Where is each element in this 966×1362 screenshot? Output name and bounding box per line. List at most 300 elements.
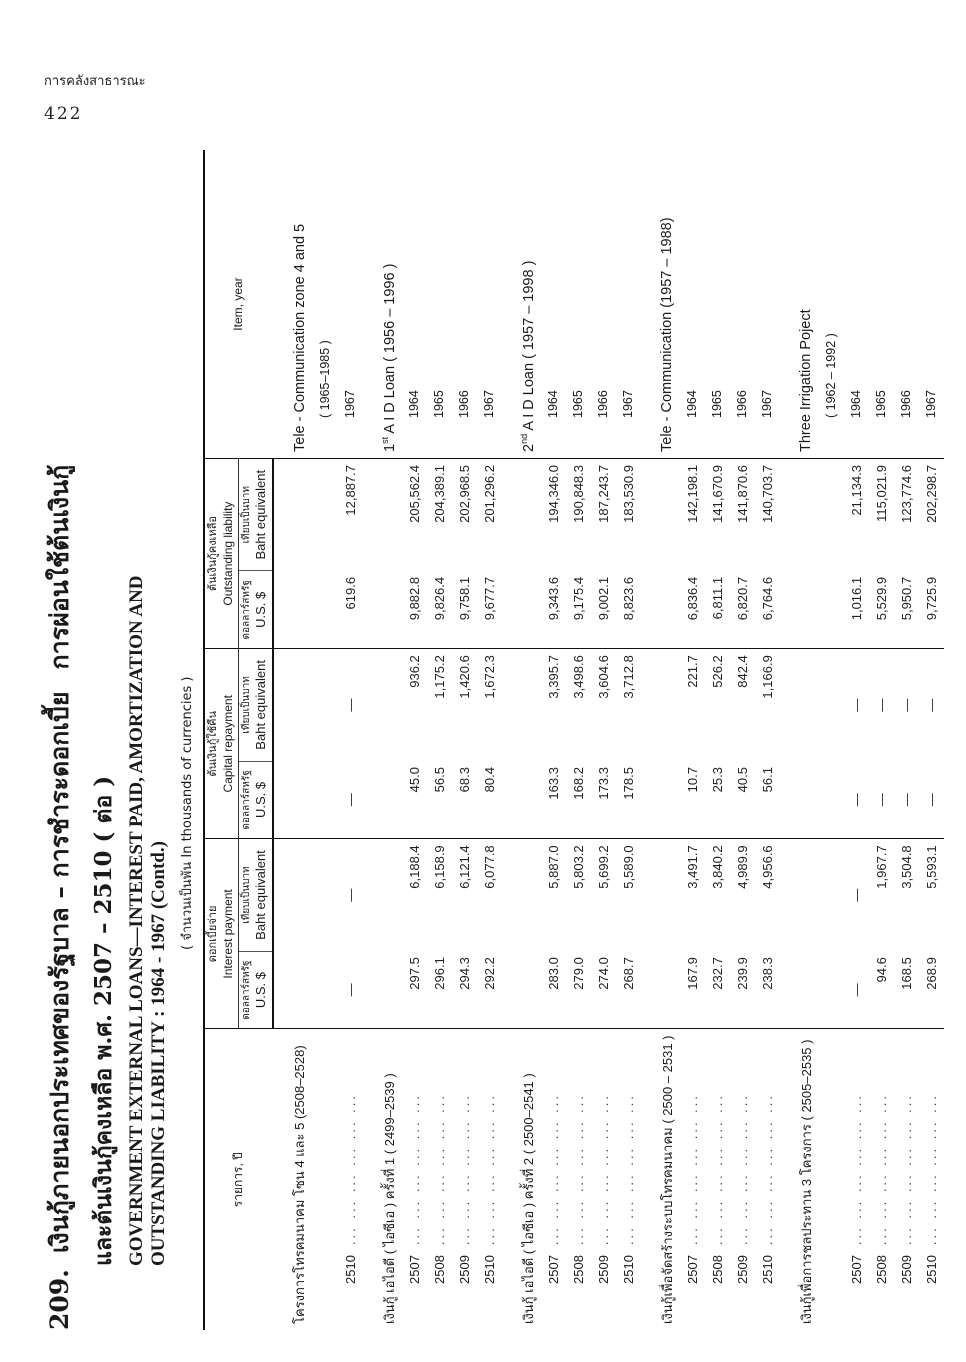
item-english <box>313 150 338 459</box>
table-row <box>894 150 919 1330</box>
cell-capital-baht: 3,712.8 <box>620 655 636 699</box>
cell-capital-usd: 68.3 <box>452 761 477 839</box>
cell-capital-baht: — <box>848 698 864 712</box>
table-row <box>477 150 502 1330</box>
cell-outstanding-usd: 9,677.7 <box>477 571 502 649</box>
cell-capital-usd <box>363 761 402 839</box>
item-thai-text: 2510 <box>342 1255 358 1284</box>
cell-interest-baht: — <box>848 888 864 902</box>
year-english <box>402 150 427 459</box>
header-capital-baht <box>238 649 272 761</box>
cell-interest-baht <box>363 839 402 951</box>
year-thai <box>616 1029 641 1330</box>
cell-capital-usd <box>502 761 541 839</box>
cell-capital-usd: 173.3 <box>591 761 616 839</box>
item-english-text: ( 1965–1985 ) <box>318 340 332 418</box>
year-english <box>755 150 780 459</box>
cell-capital-usd <box>780 761 819 839</box>
cell-outstanding-usd <box>313 571 338 649</box>
sub-usd-en: U.S. $ <box>253 972 269 1009</box>
running-head: การคลังสาธารณะ <box>44 74 146 89</box>
cell-capital-baht: 842.4 <box>734 655 750 688</box>
ordinal-number: 1 <box>381 443 398 452</box>
cell-interest-usd <box>780 951 819 1029</box>
loan-period-row <box>313 150 338 1330</box>
item-english-text: 1966 <box>735 390 749 418</box>
leader-dots: ... ... ... ... ... ... <box>406 1093 422 1246</box>
header-item-english: Item, year <box>204 150 273 459</box>
cell-interest-usd <box>313 951 338 1029</box>
leader-dots: ... ... ... ... ... ... <box>431 1093 447 1246</box>
leader-dots: ... ... ... ... ... ... <box>873 1093 889 1246</box>
item-thai-text: 2509 <box>898 1255 914 1284</box>
cell-outstanding-usd: 5,950.7 <box>894 571 919 649</box>
item-english-text: 1966 <box>899 390 913 418</box>
cell-outstanding-usd: 6,811.1 <box>705 571 730 649</box>
year-english <box>427 150 452 459</box>
page-number: 422 <box>44 104 83 124</box>
cell-capital-usd: — <box>894 761 919 839</box>
cell-interest-baht: 5,589.0 <box>620 845 636 889</box>
cell-outstanding-usd: 6,764.6 <box>755 571 780 649</box>
item-thai <box>363 1029 402 1330</box>
item-english-text: A I D Loan ( 1956 – 1996 ) <box>381 263 398 434</box>
item-thai-text: 2509 <box>595 1255 611 1284</box>
cell-outstanding-usd: 9,343.6 <box>541 571 566 649</box>
cell-outstanding-usd: 619.6 <box>338 571 363 649</box>
item-thai-text: 2509 <box>456 1255 472 1284</box>
cell-interest-baht: — <box>342 888 358 902</box>
item-english-text: 1965 <box>571 390 585 418</box>
cell-outstanding-usd: 9,758.1 <box>452 571 477 649</box>
table-row <box>402 150 427 1330</box>
leader-dots: ... ... ... ... ... ... <box>759 1093 775 1246</box>
title-thai-line-2: และต้นเงินกู้คงเหลือ พ.ศ. 2507 – 2510 ( ต่อ ) <box>90 775 117 1266</box>
year-english <box>338 150 363 459</box>
cell-interest-baht: 3,840.2 <box>709 845 725 889</box>
year-english <box>680 150 705 459</box>
cell-outstanding-baht: 21,134.3 <box>848 465 864 516</box>
sub-baht-en: Baht equivalent <box>253 850 269 940</box>
item-thai-text: เงินกู้ เอไอดี ( ไอซีเอ ) ครั้งที่ 1 ( 2499–2539 ) <box>381 1073 397 1324</box>
cell-capital-baht: 1,175.2 <box>431 655 447 699</box>
table-row <box>541 150 566 1330</box>
header-capital-english: Capital repayment <box>220 695 235 793</box>
header-item-thai: รายการ, ปี <box>204 1029 273 1330</box>
item-english-text: 1964 <box>546 390 560 418</box>
item-english-text: 1964 <box>685 390 699 418</box>
table-row <box>452 150 477 1330</box>
table-row <box>680 150 705 1330</box>
item-thai-text: 2507 <box>684 1255 700 1284</box>
cell-outstanding-usd: 8,823.6 <box>616 571 641 649</box>
table-title-block <box>40 150 200 1330</box>
cell-capital-usd: — <box>844 761 869 839</box>
table-row <box>869 150 894 1330</box>
item-english <box>502 150 541 459</box>
item-english-text: 1965 <box>432 390 446 418</box>
header-interest-payment <box>204 839 238 1029</box>
cell-outstanding-baht: 183,530.9 <box>620 465 636 523</box>
year-thai <box>477 1029 502 1330</box>
item-thai-text: 2507 <box>545 1255 561 1284</box>
cell-interest-usd <box>641 951 680 1029</box>
item-english-text: Three Irrigation Poject <box>798 309 814 452</box>
cell-outstanding-usd: 1,016.1 <box>844 571 869 649</box>
item-english <box>780 150 819 459</box>
leader-dots: ... ... ... ... ... ... <box>456 1093 472 1246</box>
table-row <box>427 150 452 1330</box>
title-english-line-1: GOVERNMENT EXTERNAL LOANS—INTEREST PAID, AMORTIZATION AND <box>126 575 147 1266</box>
cell-outstanding-usd: 9,882.8 <box>402 571 427 649</box>
cell-outstanding-baht: 140,703.7 <box>759 465 775 523</box>
cell-interest-baht: 1,967.7 <box>873 845 889 889</box>
cell-capital-baht: 936.2 <box>406 655 422 688</box>
cell-interest-baht <box>273 839 313 951</box>
cell-outstanding-usd: 6,836.4 <box>680 571 705 649</box>
sub-usd-thai: ดอลลาร์สหรัฐ <box>240 770 252 830</box>
cell-interest-usd: 238.3 <box>755 951 780 1029</box>
cell-capital-baht: 3,498.6 <box>570 655 586 699</box>
cell-interest-usd: — <box>338 951 363 1029</box>
cell-outstanding-baht <box>819 459 844 571</box>
rotated-table-sheet <box>40 150 939 1330</box>
cell-capital-baht <box>819 649 844 761</box>
title-english-line-2: OUTSTANDING LIABILITY : 1964 - 1967 (Contd.) <box>148 841 169 1266</box>
table-row <box>919 150 944 1330</box>
year-english <box>591 150 616 459</box>
title-thai-line-1 <box>40 465 80 1330</box>
year-english <box>894 150 919 459</box>
cell-capital-usd: — <box>338 761 363 839</box>
cell-outstanding-usd: 9,725.9 <box>919 571 944 649</box>
header-interest-usd <box>238 951 272 1029</box>
cell-outstanding-usd: 9,175.4 <box>566 571 591 649</box>
cell-interest-baht <box>313 839 338 951</box>
cell-interest-usd: 94.6 <box>869 951 894 1029</box>
cell-outstanding-baht <box>502 459 541 571</box>
year-english <box>452 150 477 459</box>
leader-dots: ... ... ... ... ... ... <box>734 1093 750 1246</box>
cell-outstanding-baht: 141,870.6 <box>734 465 750 523</box>
year-english <box>477 150 502 459</box>
item-english-text: 1967 <box>924 390 938 418</box>
header-outstanding-liability <box>204 459 238 649</box>
cell-outstanding-baht <box>641 459 680 571</box>
cell-capital-baht: 526.2 <box>709 655 725 688</box>
cell-interest-baht <box>502 839 541 951</box>
item-thai-text: 2510 <box>923 1255 939 1284</box>
cell-capital-baht: — <box>898 698 914 712</box>
loans-table <box>203 150 944 1330</box>
year-thai <box>591 1029 616 1330</box>
item-thai-text: เงินกู้เพื่อจัดสร้างระบบโทรคมนาคม ( 2500 – 2531 ) <box>659 1035 675 1324</box>
year-thai <box>919 1029 944 1330</box>
item-english-text: 1965 <box>874 390 888 418</box>
item-english-text: 1967 <box>760 390 774 418</box>
leader-dots: ... ... ... ... ... ... <box>342 1093 358 1246</box>
loan-group-row <box>363 150 402 1330</box>
cell-capital-usd: — <box>919 761 944 839</box>
leader-dots: ... ... ... ... ... ... <box>898 1093 914 1246</box>
cell-capital-usd: 25.3 <box>705 761 730 839</box>
cell-interest-usd: 274.0 <box>591 951 616 1029</box>
item-thai-text: 2508 <box>709 1255 725 1284</box>
year-thai <box>730 1029 755 1330</box>
item-english <box>641 150 680 459</box>
cell-capital-baht: 1,672.3 <box>481 655 497 699</box>
cell-interest-baht: 4,989.9 <box>734 845 750 889</box>
cell-capital-baht <box>363 649 402 761</box>
year-thai <box>566 1029 591 1330</box>
sub-usd-en: U.S. $ <box>253 781 269 818</box>
cell-outstanding-baht <box>313 459 338 571</box>
header-outstanding-english: Outstanding liability <box>220 501 235 606</box>
year-thai <box>338 1029 363 1330</box>
item-thai-text: เงินกู้เพื่อการชลประทาน 3 โครงการ ( 2505–2535 ) <box>798 1039 814 1324</box>
year-english <box>730 150 755 459</box>
year-thai <box>705 1029 730 1330</box>
cell-capital-baht: — <box>342 698 358 712</box>
cell-capital-baht <box>273 649 313 761</box>
cell-outstanding-baht <box>273 459 313 571</box>
sub-baht-thai: เทียบเป็นบาท <box>240 676 252 734</box>
table-body <box>273 150 944 1330</box>
cell-capital-baht: 1,166.9 <box>759 655 775 699</box>
item-english-text: 1966 <box>457 390 471 418</box>
table-row <box>566 150 591 1330</box>
cell-interest-baht: 4,956.6 <box>759 845 775 889</box>
cell-interest-usd: 292.2 <box>477 951 502 1029</box>
item-english <box>819 150 844 459</box>
cell-capital-usd: 168.2 <box>566 761 591 839</box>
cell-interest-usd: 268.7 <box>616 951 641 1029</box>
cell-capital-baht: — <box>923 698 939 712</box>
cell-capital-baht <box>780 649 819 761</box>
cell-capital-usd <box>313 761 338 839</box>
item-thai-text: เงินกู้ เอไอดี ( ไอซีเอ ) ครั้งที่ 2 ( 2500–2541 ) <box>520 1073 536 1324</box>
item-thai <box>780 1029 819 1330</box>
cell-interest-usd: 167.9 <box>680 951 705 1029</box>
cell-interest-baht: 6,121.4 <box>456 845 472 889</box>
table-row <box>338 150 363 1330</box>
units-note: ( จำนวนเป็นพัน In thousands of currencies ) <box>180 676 195 950</box>
sub-usd-thai: ดอลลาร์สหรัฐ <box>240 960 252 1020</box>
year-english <box>919 150 944 459</box>
cell-capital-baht: — <box>873 698 889 712</box>
item-english-text: 1965 <box>710 390 724 418</box>
cell-interest-usd: 268.9 <box>919 951 944 1029</box>
header-outstanding-usd <box>238 571 272 649</box>
item-english <box>363 150 402 459</box>
cell-outstanding-baht: 141,670.9 <box>709 465 725 523</box>
cell-capital-usd: 45.0 <box>402 761 427 839</box>
item-thai-text: 2509 <box>734 1255 750 1284</box>
item-thai-text: 2508 <box>873 1255 889 1284</box>
item-thai-text: 2510 <box>620 1255 636 1284</box>
cell-outstanding-usd: 5,529.9 <box>869 571 894 649</box>
item-english-text: Tele - Communication (1957 – 1988) <box>659 217 675 452</box>
cell-capital-baht <box>641 649 680 761</box>
cell-capital-usd: 178.5 <box>616 761 641 839</box>
header-capital-repayment <box>204 649 238 839</box>
cell-interest-usd: 294.3 <box>452 951 477 1029</box>
cell-capital-usd: 56.5 <box>427 761 452 839</box>
sub-baht-thai: เทียบเป็นบาท <box>240 486 252 544</box>
header-interest-baht <box>238 839 272 951</box>
header-interest-thai: ดอกเบี้ยจ่าย <box>207 905 219 963</box>
sub-baht-en: Baht equivalent <box>253 469 269 560</box>
cell-capital-usd <box>819 761 844 839</box>
cell-outstanding-baht: 202,298.7 <box>923 465 939 523</box>
item-thai-text: 2507 <box>848 1255 864 1284</box>
cell-interest-usd: 232.7 <box>705 951 730 1029</box>
title-thai-part-1: เงินกู้ภายนอกประเทศของรัฐบาล – การชำระดอกเบี้ย <box>45 691 74 1254</box>
cell-capital-baht: 3,604.6 <box>595 655 611 699</box>
table-row <box>755 150 780 1330</box>
table-number: 209. <box>45 1269 74 1330</box>
item-english-text: 1967 <box>482 390 496 418</box>
year-english <box>616 150 641 459</box>
cell-capital-usd: 40.5 <box>730 761 755 839</box>
cell-outstanding-usd <box>502 571 541 649</box>
item-english-text: ( 1962 – 1992 ) <box>824 333 838 418</box>
item-thai <box>313 1029 338 1330</box>
leader-dots: ... ... ... ... ... ... <box>570 1093 586 1246</box>
table-row <box>591 150 616 1330</box>
cell-outstanding-baht: 190,848.3 <box>570 465 586 523</box>
year-english <box>705 150 730 459</box>
table-row <box>616 150 641 1330</box>
year-thai <box>869 1029 894 1330</box>
cell-interest-usd: 279.0 <box>566 951 591 1029</box>
cell-interest-usd: — <box>844 951 869 1029</box>
cell-capital-baht <box>502 649 541 761</box>
cell-outstanding-baht: 204,389.1 <box>431 465 447 523</box>
cell-capital-baht: 1,420.6 <box>456 655 472 699</box>
item-thai <box>273 1029 313 1330</box>
cell-outstanding-usd <box>780 571 819 649</box>
ordinal-number: 2 <box>520 443 537 452</box>
cell-interest-usd: 239.9 <box>730 951 755 1029</box>
sub-baht-en: Baht equivalent <box>253 660 269 750</box>
year-thai <box>541 1029 566 1330</box>
cell-outstanding-usd <box>819 571 844 649</box>
cell-interest-baht: 5,887.0 <box>545 845 561 889</box>
cell-interest-baht: 3,504.8 <box>898 845 914 889</box>
cell-interest-baht: 5,803.2 <box>570 845 586 889</box>
cell-interest-usd <box>363 951 402 1029</box>
year-thai <box>894 1029 919 1330</box>
year-english <box>869 150 894 459</box>
cell-interest-baht: 6,188.4 <box>406 845 422 889</box>
header-outstanding-thai: ต้นเงินกู้คงเหลือ <box>207 516 219 592</box>
item-english-text: A I D Loan ( 1957 – 1998 ) <box>520 260 537 431</box>
cell-interest-usd <box>502 951 541 1029</box>
cell-capital-usd: 10.7 <box>680 761 705 839</box>
ordinal-suffix: nd <box>519 433 530 444</box>
loan-group-row <box>502 150 541 1330</box>
item-thai <box>641 1029 680 1330</box>
item-english-text: 1967 <box>621 390 635 418</box>
cell-interest-usd: 283.0 <box>541 951 566 1029</box>
year-thai <box>452 1029 477 1330</box>
year-thai <box>680 1029 705 1330</box>
cell-capital-usd: 56.1 <box>755 761 780 839</box>
loan-group-row <box>273 150 313 1330</box>
cell-capital-baht: 3,395.7 <box>545 655 561 699</box>
cell-capital-usd: — <box>869 761 894 839</box>
item-thai-text: 2507 <box>406 1255 422 1284</box>
cell-outstanding-baht <box>363 459 402 571</box>
item-english-text: 1964 <box>407 390 421 418</box>
cell-outstanding-usd: 9,826.4 <box>427 571 452 649</box>
header-row-groups <box>204 150 238 1330</box>
cell-interest-baht: 5,593.1 <box>923 845 939 889</box>
item-thai-text: โครงการโทรคมนาคม โซน 4 และ 5 (2508–2528) <box>292 1045 307 1324</box>
item-english-text: Tele - Communication zone 4 and 5 <box>291 223 308 452</box>
item-english-text: 1967 <box>343 390 357 418</box>
cell-interest-baht <box>819 839 844 951</box>
leader-dots: ... ... ... ... ... ... <box>620 1093 636 1246</box>
leader-dots: ... ... ... ... ... ... <box>709 1093 725 1246</box>
year-thai <box>402 1029 427 1330</box>
cell-interest-baht <box>641 839 680 951</box>
item-thai-text: 2510 <box>759 1255 775 1284</box>
sub-baht-thai: เทียบเป็นบาท <box>240 866 252 924</box>
cell-interest-baht: 5,699.2 <box>595 845 611 889</box>
year-thai <box>844 1029 869 1330</box>
header-interest-english: Interest payment <box>220 889 235 979</box>
item-english-text: 1966 <box>596 390 610 418</box>
cell-outstanding-usd: 9,002.1 <box>591 571 616 649</box>
table-row <box>705 150 730 1330</box>
cell-interest-usd <box>819 951 844 1029</box>
item-thai <box>819 1029 844 1330</box>
leader-dots: ... ... ... ... ... ... <box>595 1093 611 1246</box>
year-thai <box>427 1029 452 1330</box>
leader-dots: ... ... ... ... ... ... <box>848 1093 864 1246</box>
ordinal-suffix: st <box>380 436 391 444</box>
leader-dots: ... ... ... ... ... ... <box>545 1093 561 1246</box>
leader-dots: ... ... ... ... ... ... <box>923 1093 939 1246</box>
cell-interest-baht <box>780 839 819 951</box>
header-capital-thai: ต้นเงินกู้ใช้คืน <box>207 710 219 777</box>
cell-outstanding-baht: 205,562.4 <box>406 465 422 523</box>
cell-interest-usd: 297.5 <box>402 951 427 1029</box>
cell-outstanding-usd <box>273 571 313 649</box>
loan-group-row <box>641 150 680 1330</box>
item-english-text: 1964 <box>849 390 863 418</box>
cell-outstanding-usd: 6,820.7 <box>730 571 755 649</box>
cell-outstanding-baht: 123,774.6 <box>898 465 914 523</box>
cell-outstanding-baht: 12,887.7 <box>342 465 358 516</box>
cell-outstanding-baht: 187,243.7 <box>595 465 611 523</box>
table-row <box>844 150 869 1330</box>
cell-interest-baht: 3,491.7 <box>684 845 700 889</box>
item-thai <box>502 1029 541 1330</box>
cell-capital-usd <box>641 761 680 839</box>
item-thai-text: 2508 <box>570 1255 586 1284</box>
cell-outstanding-baht: 202,968.5 <box>456 465 472 523</box>
cell-capital-usd: 163.3 <box>541 761 566 839</box>
year-english <box>541 150 566 459</box>
year-thai <box>755 1029 780 1330</box>
cell-capital-usd: 80.4 <box>477 761 502 839</box>
cell-capital-baht: 221.7 <box>684 655 700 688</box>
cell-interest-baht: 6,158.9 <box>431 845 447 889</box>
cell-interest-baht: 6,077.8 <box>481 845 497 889</box>
